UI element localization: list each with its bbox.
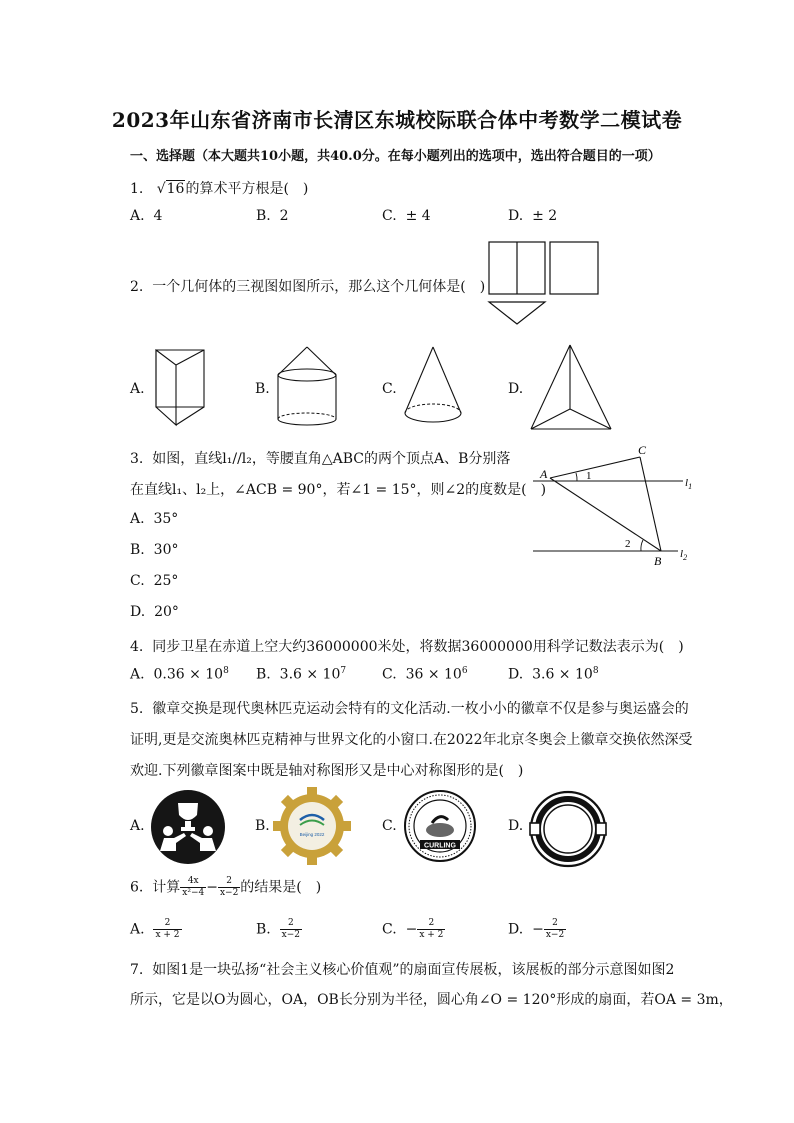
label-l1-letter: l: [685, 477, 689, 489]
option-num: 2: [153, 918, 181, 930]
option-label: A.: [130, 208, 145, 224]
fraction-1: [180, 876, 206, 899]
cylinder-bottom-front: [278, 419, 336, 425]
triangular-prism-figure[interactable]: [150, 345, 220, 435]
prism-left-face: [156, 350, 176, 425]
question-text: 徽章交换是现代奥林匹克运动会特有的文化活动.一枚小小的徽章不仅是参与奥运盛会的: [152, 701, 689, 717]
q5-option-a[interactable]: A.: [130, 818, 145, 834]
figure-right-head: [203, 826, 213, 836]
question-5-line3: 欢迎.下列徽章图案中既是轴对称图形又是中心对称图形的是( ): [130, 763, 524, 779]
option-label: A.: [130, 921, 145, 938]
option-mantissa: 0.36 × 10: [153, 666, 224, 683]
trophy-stem: [185, 821, 191, 827]
question-5-line2: 证明,更是交流奥林匹克精神与世界文化的小窗口.在2022年北京冬奥会上徽章交换依然深受: [130, 732, 693, 748]
label-l2: [680, 548, 687, 562]
q5-option-c[interactable]: C.: [382, 818, 397, 834]
option-value: 35°: [153, 511, 179, 527]
option-label: B.: [130, 542, 145, 558]
question-number: 4.: [130, 639, 144, 655]
cone-figure[interactable]: [400, 345, 470, 435]
prism-front: [156, 350, 204, 407]
pyramid-base-right: [570, 409, 611, 429]
pyramid-edge-right: [570, 345, 611, 429]
q3-option-b[interactable]: [130, 542, 178, 558]
option-value: ± 2: [532, 208, 558, 224]
option-label: A.: [130, 511, 145, 527]
badge-c-text: CURLING: [424, 842, 456, 850]
option-label: C.: [382, 208, 397, 224]
cone-edge-left: [278, 347, 307, 375]
minus-sign: −: [206, 879, 218, 896]
question-6: [130, 876, 321, 899]
option-label: B.: [256, 921, 271, 938]
question-7-line1: [130, 959, 674, 979]
question-2: [130, 276, 485, 296]
option-fraction: [544, 918, 566, 941]
q1-option-b[interactable]: [256, 208, 289, 224]
badge-b-inner: [288, 802, 336, 850]
option-value: 20°: [154, 604, 179, 620]
question-text: 如图1是一块弘扬“社会主义核心价值观”的扇面宣传展板，该展板的部分示意图如图2: [152, 962, 675, 978]
question-text: 同步卫星在赤道上空大约36000000米处，将数据36000000用科学记数法表示为( ): [152, 639, 684, 655]
prism-top-edge: [176, 350, 204, 365]
option-sign: −: [405, 921, 418, 938]
badge-snowflake-figure[interactable]: [272, 786, 352, 866]
question-number: 6.: [130, 879, 144, 896]
option-label: C.: [382, 666, 397, 683]
option-label: B.: [256, 666, 271, 683]
angle-1-arc: [576, 473, 577, 481]
page-title: 2023年山东省济南市长清区东城校际联合体中考数学二模试卷: [111, 108, 683, 132]
q6-option-d[interactable]: [508, 918, 566, 941]
option-sign: −: [532, 921, 544, 938]
cylinder-bottom-back: [278, 413, 336, 419]
label-b: B: [654, 554, 662, 568]
prism-bottom-edge: [176, 407, 204, 425]
label-l2-sub: 2: [683, 553, 688, 562]
question-number: 1.: [130, 181, 144, 197]
question-post: 的结果是( ): [240, 879, 322, 896]
q6-option-a[interactable]: [130, 918, 182, 941]
q1-option-c[interactable]: [382, 208, 431, 224]
segment-ab: [550, 478, 661, 551]
fraction-1-den: x²−4: [182, 888, 205, 898]
option-value: 2: [279, 208, 289, 224]
question-4: [130, 636, 684, 656]
question-text: 一个几何体的三视图如图所示，那么这个几何体是( ): [152, 279, 486, 295]
label-c: C: [638, 443, 647, 457]
option-mantissa: 3.6 × 10: [279, 666, 341, 683]
q3-option-a[interactable]: [130, 511, 178, 527]
option-mantissa: 36 × 10: [405, 666, 462, 683]
label-l2-letter: l: [680, 548, 684, 560]
option-value: ± 4: [405, 208, 431, 224]
question-3-line1: [130, 448, 510, 468]
pyramid-base-left: [531, 409, 570, 429]
parallel-lines-triangle-figure: [528, 440, 698, 572]
question-1: [130, 178, 308, 198]
option-value: 4: [153, 208, 163, 224]
badge-curling-figure[interactable]: [404, 790, 480, 866]
option-label: D.: [508, 666, 524, 683]
lifebuoy-left-band: [530, 823, 540, 835]
fraction-2-num: 2: [218, 876, 240, 888]
option-den: x−2: [545, 930, 565, 940]
q6-option-b[interactable]: [256, 918, 302, 941]
label-l1: [685, 477, 692, 491]
pyramid-edge-left: [531, 345, 570, 429]
option-fraction: [153, 918, 181, 941]
lifebuoy-outer: [531, 792, 605, 866]
question-number: 2.: [130, 279, 144, 295]
fraction-2-den: x−2: [219, 888, 239, 898]
question-5-line1: [130, 698, 689, 718]
sqrt-arg: 16: [166, 181, 185, 197]
figure-left-head: [163, 826, 173, 836]
side-view: [550, 242, 598, 294]
option-exponent: 8: [223, 666, 229, 676]
option-den: x + 2: [155, 930, 180, 940]
q1-option-d[interactable]: [508, 208, 557, 224]
sqrt-expression: √16: [156, 181, 185, 197]
question-text: 的算术平方根是( ): [185, 181, 309, 197]
q2-option-c[interactable]: C.: [382, 381, 397, 397]
question-pre: 计算: [152, 879, 181, 896]
lifebuoy-right-band: [596, 823, 606, 835]
label-angle-2: 2: [625, 538, 631, 550]
cone-edge-right: [433, 347, 461, 413]
badge-trophy-figure[interactable]: [150, 789, 230, 869]
option-num: 2: [544, 918, 566, 930]
fraction-1-num: 4x: [180, 876, 206, 888]
section-heading: 一、选择题（本大题共10小题，共40.0分。在每小题列出的选项中，选出符合题目的一项）: [130, 149, 661, 164]
label-a: A: [540, 467, 548, 481]
option-label: D.: [130, 604, 146, 620]
q5-option-d[interactable]: D.: [508, 818, 524, 834]
question-3-line2: 在直线l₁、l₂上，∠ACB = 90°，若∠1 = 15°，则∠2的度数是( ): [130, 482, 547, 498]
option-label: A.: [130, 666, 145, 683]
angle-2-arc: [641, 540, 643, 551]
cone-base-front: [405, 413, 461, 422]
badge-b-text: Beijing 2022: [299, 832, 325, 837]
segment-ac: [550, 457, 640, 478]
question-text: 如图，直线l₁//l₂，等腰直角△ABC的两个顶点A、B分别落: [152, 451, 511, 467]
option-exponent: 7: [340, 666, 347, 676]
question-7-line2: 所示，它是以O为圆心，OA，OB长分别为半径，圆心角∠O = 120°形成的扇面，若OA = 3m，: [130, 992, 733, 1008]
option-value: 25°: [153, 573, 179, 589]
q4-option-a[interactable]: [130, 666, 229, 683]
triangular-pyramid-figure[interactable]: [526, 343, 616, 435]
lifebuoy-ring: [538, 799, 598, 859]
q4-option-d[interactable]: [508, 666, 599, 683]
option-label: C.: [130, 573, 145, 589]
question-number: 7.: [130, 962, 144, 978]
label-angle-1: 1: [586, 470, 592, 482]
q3-option-c[interactable]: [130, 573, 178, 589]
q2-option-a[interactable]: A.: [130, 381, 145, 397]
option-den: x−2: [281, 930, 300, 940]
curling-stone-icon: [426, 823, 454, 837]
q6-option-c[interactable]: [382, 918, 445, 941]
q4-option-c[interactable]: [382, 666, 468, 683]
option-label: C.: [382, 921, 397, 938]
badge-lifebuoy-figure[interactable]: [528, 789, 608, 869]
q2-option-d[interactable]: D.: [508, 381, 524, 397]
three-view-figure: [488, 240, 608, 328]
cone-base-back: [405, 404, 461, 413]
option-label: B.: [256, 208, 271, 224]
option-num: 2: [280, 918, 302, 930]
q1-option-a[interactable]: [130, 208, 162, 224]
question-number: 3.: [130, 451, 144, 467]
option-value: 30°: [153, 542, 179, 558]
q5-option-b[interactable]: B.: [255, 818, 270, 834]
option-num: 2: [417, 918, 445, 930]
option-label: D.: [508, 208, 524, 224]
cone-edge-right: [307, 347, 336, 375]
lifebuoy-inner: [544, 805, 592, 853]
cylinder-top: [278, 369, 336, 381]
snowflake-gear: [273, 787, 351, 865]
cone-on-cylinder-figure[interactable]: [272, 345, 342, 435]
option-den: x + 2: [419, 930, 444, 940]
option-exponent: 6: [461, 666, 468, 676]
q2-option-b[interactable]: B.: [255, 381, 270, 397]
fraction-2: [218, 876, 240, 899]
question-number: 5.: [130, 701, 144, 717]
option-label: D.: [508, 921, 524, 938]
option-fraction: [417, 918, 445, 941]
option-fraction: [280, 918, 302, 941]
segment-cb: [640, 457, 661, 551]
q3-option-d[interactable]: [130, 604, 179, 620]
top-view: [489, 302, 545, 324]
label-l1-sub: 1: [688, 482, 693, 491]
option-mantissa: 3.6 × 10: [532, 666, 593, 683]
option-exponent: 8: [592, 666, 599, 676]
q4-option-b[interactable]: [256, 666, 346, 683]
trophy-base: [181, 827, 195, 831]
cone-edge-left: [405, 347, 433, 413]
